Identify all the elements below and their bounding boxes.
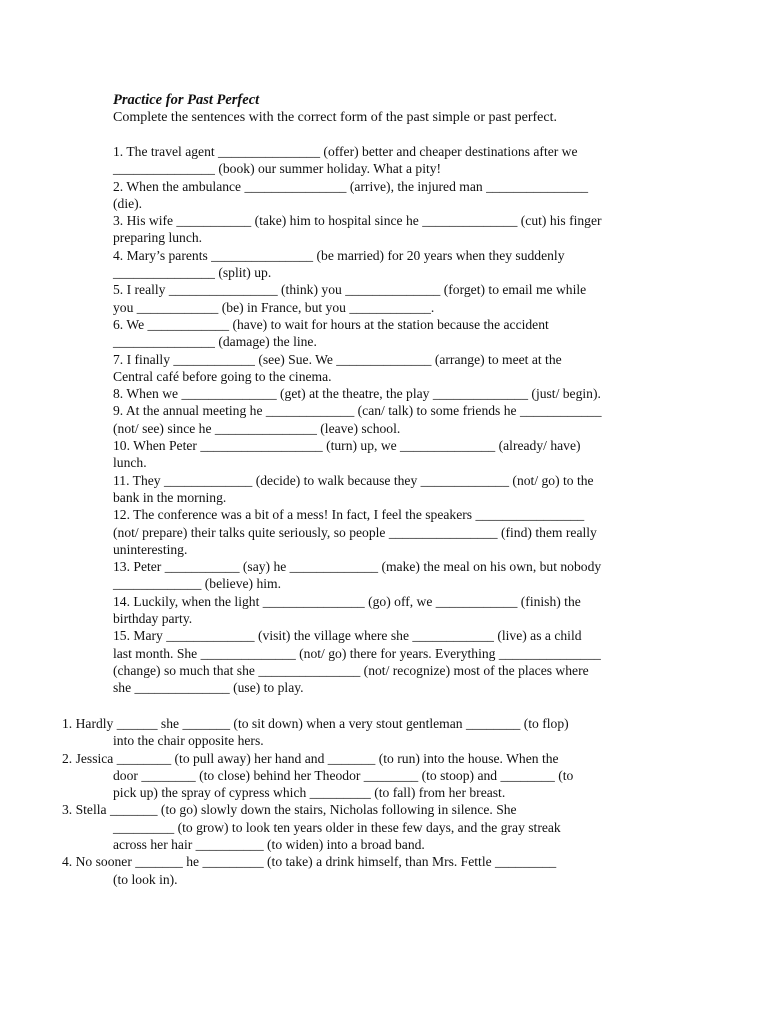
exercise-line: 4. No sooner _______ he _________ (to take) a drink himself, than Mrs. Fettle _________ [62,854,557,870]
exercise-line: 1. Hardly ______ she _______ (to sit down) when a very stout gentleman ________ (to flop) [62,716,569,731]
exercise-line: door ________ (to close) behind her Theodor ________ (to stoop) and ________ (to [113,767,574,783]
exercise-line: _______________ (book) our summer holiday. What a pity! [113,161,442,177]
exercise-line: 3. Stella _______ (to go) slowly down the stairs, Nicholas following in silence. She [62,802,517,818]
exercise-line: 8. When we ______________ (get) at the theatre, the play ______________ (just/ begin). [113,386,601,402]
exercise-line: (die). [113,195,143,211]
exercise-line: 4. Mary’s parents _______________ (be married) for 20 years when they suddenly [113,247,565,263]
exercise-line: preparing lunch. [113,230,203,246]
exercise-line: uninteresting. [113,541,188,557]
exercise-line: _______________ (split) up. [113,265,272,281]
exercise-line: (change) so much that she _______________ (not/ recognize) most of the places where [113,662,589,678]
exercise-line: (not/ prepare) their talks quite seriously, so people ________________ (find) them really [113,524,597,540]
exercise-line: 13. Peter ___________ (say) he _____________ (make) the meal on his own, but nobody [113,559,602,575]
exercise-line: Central café before going to the cinema. [113,368,332,384]
exercise-line: 7. I finally ____________ (see) Sue. We ______________ (arrange) to meet at the [113,351,562,367]
exercise-line: bank in the morning. [113,489,227,505]
exercise-line: 6. We ____________ (have) to wait for hours at the station because the accident [113,316,549,332]
exercise-line: _______________ (damage) the line. [113,334,317,350]
exercise-line: 11. They _____________ (decide) to walk because they _____________ (not/ go) to the [113,472,594,488]
exercise-line: 12. The conference was a bit of a mess! In fact, I feel the speakers ________________ [113,507,585,523]
exercise-line: (not/ see) since he _______________ (leave) school. [113,420,401,436]
exercise-line: 15. Mary _____________ (visit) the village where she ____________ (live) as a child [113,628,582,644]
exercise-line: _____________ (believe) him. [113,576,282,592]
exercise-line: lunch. [113,455,147,471]
exercise-line: 5. I really ________________ (think) you ______________ (forget) to email me while [113,282,587,298]
exercise-line: you ____________ (be) in France, but you ____________. [113,299,435,315]
exercise-line: into the chair opposite hers. [113,733,264,749]
exercise-line: birthday party. [113,611,193,627]
exercise-line: across her hair __________ (to widen) into a broad band. [113,837,425,853]
instructions: Complete the sentences with the correct form of the past simple or past perfect. [113,110,557,125]
exercise-line: 2. When the ambulance _______________ (arrive), the injured man _______________ [113,178,589,194]
exercise-line: 10. When Peter __________________ (turn) up, we ______________ (already/ have) [113,438,581,454]
exercise-line: (to look in). [113,871,178,887]
exercise-line: 2. Jessica ________ (to pull away) her hand and _______ (to run) into the house. When the [62,750,559,766]
exercise-line: 1. The travel agent _______________ (offer) better and cheaper destinations after we [113,144,578,159]
exercise-line: 14. Luckily, when the light _______________ (go) off, we ____________ (finish) the [113,593,581,609]
exercise-line: 9. At the annual meeting he _____________ (can/ talk) to some friends he ____________ [113,403,602,419]
exercise-line: she ______________ (use) to play. [113,680,304,696]
exercise-part-1 [113,143,673,697]
exercise-line: 3. His wife ___________ (take) him to hospital since he ______________ (cut) his finger [113,213,602,229]
exercise-line: pick up) the spray of cypress which _________ (to fall) from her breast. [113,785,506,801]
exercise-line: last month. She ______________ (not/ go) there for years. Everything _______________ [113,645,601,661]
exercise-line: _________ (to grow) to look ten years older in these few days, and the gray streak [113,819,561,835]
exercise-part-2 [62,715,682,888]
page-title: Practice for Past Perfect [113,92,260,108]
